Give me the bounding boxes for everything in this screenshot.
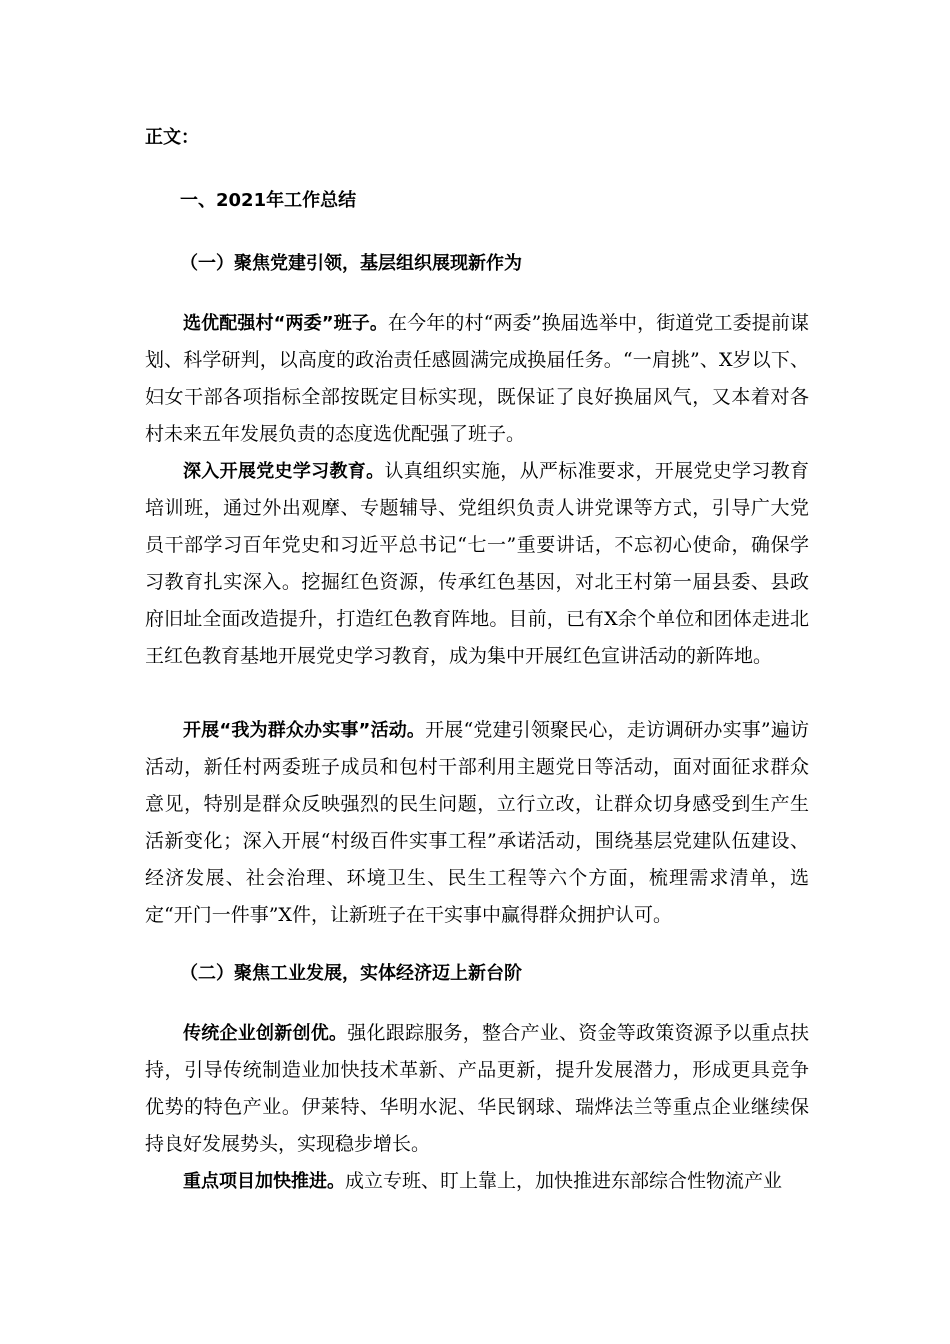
paragraph-key-projects: [145, 1163, 809, 1200]
paragraph-body: 成立专班、盯上靠上，加快推进东部综合性物流产业: [345, 1170, 783, 1192]
paragraph-body: 在今年的村“两委”换届选举中，街道党工委提前谋划、科学研判，以高度的政治责任感圆满完成换届任务。“一肩挑”、X岁以下、妇女干部各项指标全部按既定目标实现，既保证了良好换届风气，又本着对各村未来五年发展负责的态度选优配强了班子。: [145, 312, 809, 445]
paragraph-lead: 重点项目加快推进。: [183, 1171, 345, 1192]
paragraph-leadership: [145, 305, 809, 453]
section-1-title: 一、2021年工作总结: [180, 190, 357, 211]
paragraph-party-history: [145, 453, 809, 675]
paragraph-body: 开展“党建引领聚民心，走访调研办实事”遍访活动，新任村两委班子成员和包村干部利用主题党日等活动，面对面征求群众意见，特别是群众反映强烈的民生问题，立行立改，让群众切身感受到生产生活新变化；深入开展“村级百件实事工程”承诺活动，围绕基层党建队伍建设、经济发展、社会治理、环境卫生、民生工程等六个方面，梳理需求清单，选定“开门一件事”X件，让新班子在干实事中赢得群众拥护认可。: [145, 719, 809, 926]
paragraph-lead: 传统企业创新创优。: [183, 1023, 348, 1044]
paragraph-body: 认真组织实施，从严标准要求，开展党史学习教育培训班，通过外出观摩、专题辅导、党组织负责人讲党课等方式，引导广大党员干部学习百年党史和习近平总书记“七一”重要讲话，不忘初心使命，确保学习教育扎实深入。挖掘红色资源，传承红色基因，对北王村第一届县委、县政府旧址全面改造提升，打造红色教育阵地。目前，已有X余个单位和团体走进北王红色教育基地开展党史学习教育，成为集中开展红色宣讲活动的新阵地。: [145, 460, 809, 667]
paragraph-lead: 深入开展党史学习教育。: [183, 461, 385, 482]
paragraph-practical-matters: [145, 712, 809, 934]
subsection-2-title: （二）聚焦工业发展，实体经济迈上新台阶: [180, 963, 522, 984]
paragraph-body: 强化跟踪服务，整合产业、资金等政策资源予以重点扶持，引导传统制造业加快技术革新、产品更新，提升发展潜力，形成更具竞争优势的特色产业。伊莱特、华明水泥、华民钢球、瑞烨法兰等重点企业继续保持良好发展势头，实现稳步增长。: [145, 1022, 809, 1155]
subsection-1-title: （一）聚焦党建引领，基层组织展现新作为: [180, 253, 522, 274]
paragraph-lead: 开展“我为群众办实事”活动。: [183, 720, 426, 741]
paragraph-traditional-enterprises: [145, 1015, 809, 1163]
body-label: 正文：: [145, 127, 199, 148]
paragraph-lead: 选优配强村“两委”班子。: [183, 313, 389, 334]
